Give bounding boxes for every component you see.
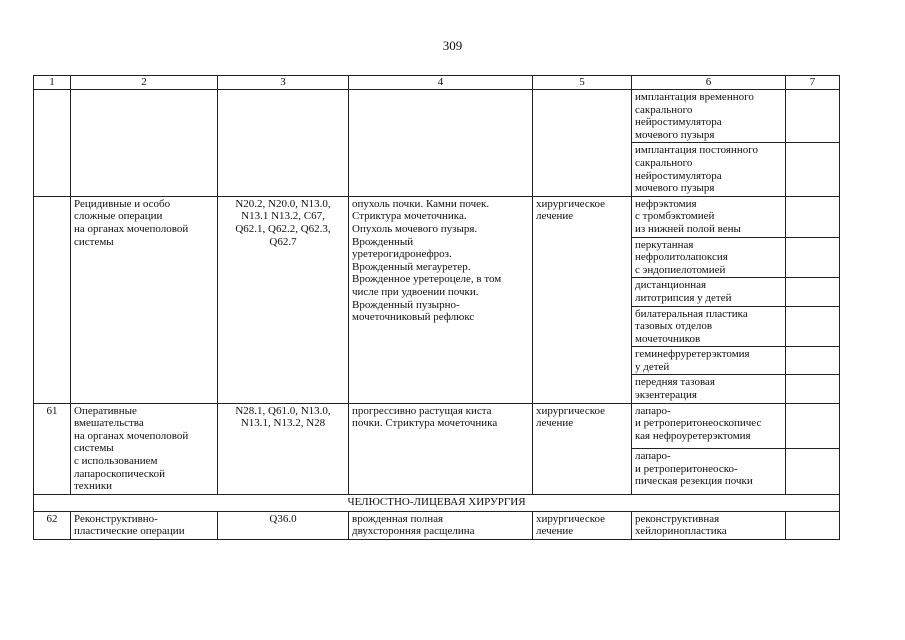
- text-line: N13.1 N13.2, C67,: [241, 210, 325, 223]
- norm-cell: [786, 449, 840, 495]
- number-cell: [34, 403, 71, 494]
- header-cell: [34, 76, 71, 90]
- text-line: N28.1, Q61.0, N13.0,: [235, 404, 331, 417]
- text-line: тазовых отделов: [635, 320, 713, 333]
- text-line: лечение: [536, 525, 574, 538]
- text-line: числе при удвоении почки.: [352, 285, 479, 298]
- method-cell: [632, 278, 786, 306]
- text-line: из нижней полой вены: [635, 222, 741, 235]
- text-line: системы: [74, 442, 114, 455]
- text-line: билатеральная пластика: [635, 307, 748, 320]
- norm-cell: [786, 511, 840, 539]
- text-line: почки. Стриктура мочеточника: [352, 417, 498, 430]
- group-name-cell: [71, 196, 218, 403]
- norm-cell: [786, 375, 840, 403]
- text-line: с использованием: [74, 455, 158, 468]
- text-line: дистанционная: [635, 279, 707, 292]
- text-line: нейростимулятора: [635, 116, 722, 129]
- text-line: Врожденный: [352, 235, 414, 248]
- number-cell: [34, 511, 71, 539]
- text-line: Стриктура мочеточника.: [352, 210, 467, 223]
- method-cell: [632, 449, 786, 495]
- header-cell: [218, 76, 349, 90]
- norm-cell: [786, 306, 840, 347]
- text-line: техники: [74, 480, 113, 493]
- section-title-cell: [34, 494, 840, 511]
- empty-number-cell: [34, 90, 71, 197]
- text-line: нейростимулятора: [635, 169, 722, 182]
- column-number: 6: [705, 76, 712, 88]
- icd-codes-cell: [218, 511, 349, 539]
- norm-cell: [786, 347, 840, 375]
- text-line: хирургическое: [536, 197, 606, 210]
- column-number: 3: [280, 76, 286, 88]
- text-line: с тромбэктомией: [635, 210, 715, 223]
- text-line: Q62.1, Q62.2, Q62.3,: [235, 222, 331, 235]
- group-number: 62: [46, 512, 58, 525]
- text-line: экзентерация: [635, 389, 697, 402]
- section-title: ЧЕЛЮСТНО-ЛИЦЕВАЯ ХИРУРГИЯ: [347, 495, 526, 508]
- norm-cell: [786, 278, 840, 306]
- table-row: [34, 196, 840, 237]
- method-cell: [632, 306, 786, 347]
- text-line: кая нефроуретерэктомия: [635, 429, 751, 442]
- text-line: лечение: [536, 417, 574, 430]
- header-cell: [786, 76, 840, 90]
- text-line: пластические операции: [74, 525, 185, 538]
- text-line: системы: [74, 235, 114, 248]
- header-cell: [71, 76, 218, 90]
- text-line: Врожденный мегауретер.: [352, 260, 471, 273]
- text-line: Опухоль мочевого пузыря.: [352, 222, 478, 235]
- text-line: мочеточниковый рефлюкс: [352, 311, 475, 324]
- text-line: литотрипсия у детей: [635, 291, 732, 304]
- icd-codes-cell: [218, 196, 349, 403]
- text-line: сложные операции: [74, 210, 163, 223]
- column-number: 7: [809, 76, 816, 88]
- text-line: нефролитолапоксия: [635, 251, 728, 264]
- method-cell: [632, 403, 786, 449]
- text-line: сакрального: [635, 156, 693, 169]
- column-number: 1: [49, 76, 55, 88]
- diagnosis-cell: [349, 511, 533, 539]
- table-row: [34, 403, 840, 449]
- norm-cell: [786, 90, 840, 143]
- text-line: у детей: [635, 360, 670, 373]
- norm-cell: [786, 143, 840, 196]
- text-line: уретерогидронефроз.: [352, 248, 452, 261]
- diagnosis-cell: [349, 403, 533, 494]
- method-cell: [632, 511, 786, 539]
- text-line: Рецидивные и особо: [74, 197, 171, 210]
- text-line: Q36.0: [269, 512, 297, 525]
- header-row: [34, 76, 840, 90]
- text-line: и ретроперитонеоско-: [635, 462, 738, 475]
- text-line: прогрессивно растущая киста: [352, 404, 492, 417]
- group-name-cell: [71, 403, 218, 494]
- text-line: Врожденное уретероцеле, в том: [352, 273, 502, 286]
- text-line: пическая резекция почки: [635, 475, 753, 488]
- method-cell: [632, 196, 786, 237]
- page-number: 309: [442, 38, 463, 53]
- table-row: [34, 90, 840, 143]
- treatment-type-cell: [533, 403, 632, 494]
- treatment-type-cell: [533, 196, 632, 403]
- text-line: имплантация постоянного: [635, 144, 758, 157]
- icd-codes-cell: [218, 403, 349, 494]
- method-cell: [632, 90, 786, 143]
- text-line: N20.2, N20.0, N13.0,: [235, 197, 331, 210]
- norm-cell: [786, 237, 840, 278]
- text-line: хирургическое: [536, 404, 606, 417]
- text-line: и ретроперитонеоскопичес: [635, 417, 762, 430]
- text-line: двухсторонняя расщелина: [352, 525, 475, 538]
- text-line: лапаро-: [635, 450, 671, 463]
- text-line: передняя тазовая: [635, 376, 715, 389]
- column-number: 4: [437, 76, 444, 88]
- empty-diagnosis-cell: [349, 90, 533, 197]
- column-number: 2: [141, 76, 147, 88]
- header-cell: [349, 76, 533, 90]
- text-line: на органах мочеполовой: [74, 222, 189, 235]
- text-line: сакрального: [635, 103, 693, 116]
- diagnosis-cell: [349, 196, 533, 403]
- text-line: хирургическое: [536, 512, 606, 525]
- text-line: лапароскопической: [74, 467, 165, 480]
- header-cell: [533, 76, 632, 90]
- text-line: опухоль почки. Камни почек.: [352, 197, 490, 210]
- text-line: Реконструктивно-: [74, 512, 158, 525]
- group-name-cell: [71, 511, 218, 539]
- text-line: вмешательства: [74, 417, 144, 430]
- section-row: [34, 494, 840, 511]
- text-line: лечение: [536, 210, 574, 223]
- text-line: Врожденный пузырно-: [352, 298, 460, 311]
- norm-cell: [786, 196, 840, 237]
- text-line: перкутанная: [635, 238, 694, 251]
- norm-cell: [786, 403, 840, 449]
- empty-codes-cell: [218, 90, 349, 197]
- text-line: мочевого пузыря: [635, 128, 715, 141]
- number-cell: [34, 196, 71, 403]
- text-line: с эндопиелотомией: [635, 263, 726, 276]
- method-cell: [632, 375, 786, 403]
- text-line: на органах мочеполовой: [74, 429, 189, 442]
- empty-treatment-cell: [533, 90, 632, 197]
- text-line: врожденная полная: [352, 512, 444, 525]
- text-line: Q62.7: [269, 235, 297, 248]
- text-line: нефрэктомия: [635, 197, 697, 210]
- text-line: Оперативные: [74, 404, 137, 417]
- column-number: 5: [579, 76, 585, 88]
- text-line: реконструктивная: [635, 512, 720, 525]
- text-line: хейлоринопластика: [635, 525, 727, 538]
- services-table: [33, 75, 840, 540]
- text-line: геминефруретерэктомия: [635, 348, 750, 361]
- treatment-type-cell: [533, 511, 632, 539]
- method-cell: [632, 237, 786, 278]
- text-line: N13.1, N13.2, N28: [240, 417, 326, 430]
- header-cell: [632, 76, 786, 90]
- method-cell: [632, 143, 786, 196]
- text-line: имплантация временного: [635, 91, 754, 103]
- empty-name-cell: [71, 90, 218, 197]
- method-cell: [632, 347, 786, 375]
- text-line: мочеточников: [635, 332, 701, 345]
- text-line: лапаро-: [635, 404, 671, 417]
- group-number: 61: [46, 404, 58, 417]
- table-row: [34, 511, 840, 539]
- text-line: мочевого пузыря: [635, 182, 715, 195]
